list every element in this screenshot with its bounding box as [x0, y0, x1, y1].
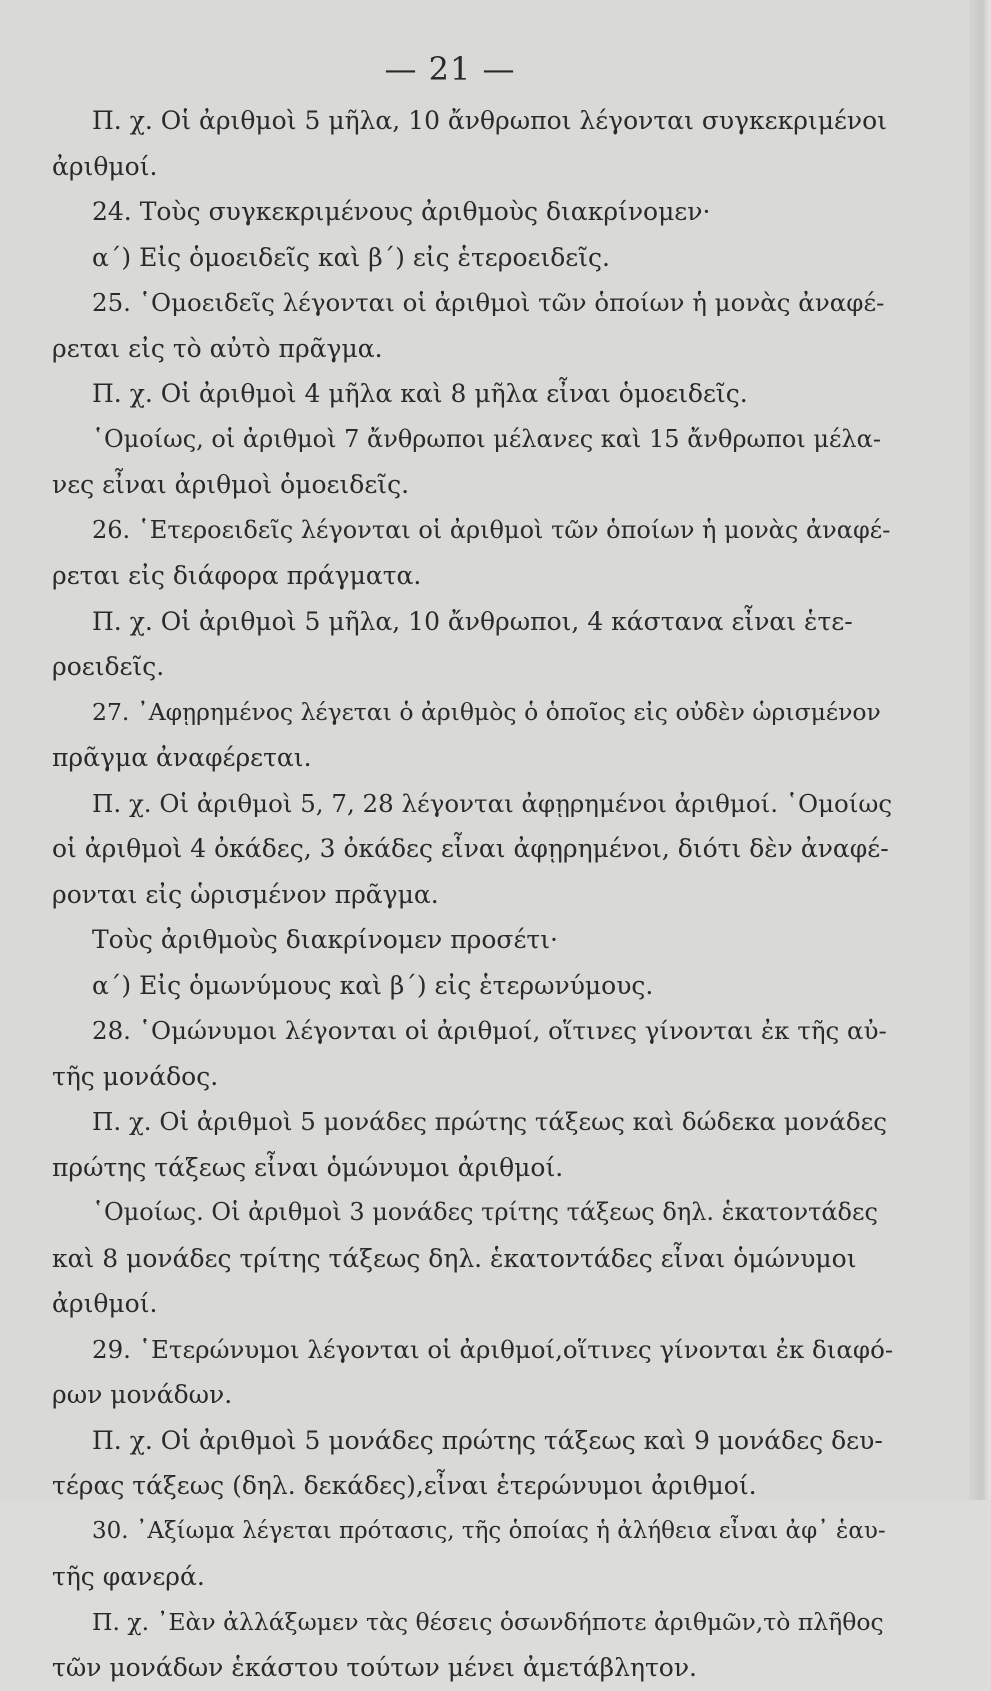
text-line: Π. χ. Οἱ ἀριθμοὶ 4 μῆλα καὶ 8 μῆλα εἶναι ὁμοειδεῖς.	[92, 379, 748, 408]
text-line: ρεται εἰς τὸ αὐτὸ πρᾶγμα.	[52, 333, 383, 363]
text-line: ῾Ομοίως, οἱ ἀριθμοὶ 7 ἄνθρωποι μέλανες καὶ 15 ἄνθρωποι μέλα-	[92, 424, 881, 453]
text-line: τῆς μονάδος.	[52, 1061, 219, 1091]
text-line: οἱ ἀριθμοὶ 4 ὀκάδες, 3 ὀκάδες εἶναι ἀφῃρημένοι, διότι δὲν ἀναφέ-	[52, 834, 889, 863]
text-line: τῆς φανερά.	[52, 1562, 205, 1591]
text-line: ἀριθμοί.	[52, 151, 158, 181]
text-line: τέρας τάξεως (δηλ. δεκάδες),εἶναι ἑτερώνυμοι ἀριθμοί.	[52, 1471, 757, 1500]
page-number: — 21 —	[384, 50, 516, 88]
text-line: ρων μονάδων.	[52, 1380, 233, 1409]
text-line: Π. χ. Οἱ ἀριθμοὶ 5 μῆλα, 10 ἄνθρωποι, 4 κάστανα εἶναι ἑτε-	[92, 606, 853, 636]
text-line: 30. ᾿Αξίωμα λέγεται πρότασις, τῆς ὁποίας ἡ ἀλήθεια εἶναι ἀφ᾿ ἑαυ-	[92, 1517, 886, 1544]
text-line: 29. ῾Ετερώνυμοι λέγονται οἱ ἀριθμοί,οἵτινες γίνονται ἐκ διαφό-	[92, 1334, 894, 1364]
text-line: α΄) Εἰς ὁμωνύμους καὶ β΄) εἰς ἑτερωνύμους.	[92, 970, 654, 1000]
text-line: ρονται εἰς ὡρισμένον πρᾶγμα.	[52, 879, 439, 909]
text-line: α΄) Εἰς ὁμοειδεῖς καὶ β΄) εἰς ἑτεροειδεῖς.	[92, 242, 611, 272]
text-line: Π. χ. Οἱ ἀριθμοὶ 5, 7, 28 λέγονται ἀφῃρημένοι ἀριθμοί. ῾Ομοίως	[92, 788, 893, 818]
text-line: ῾Ομοίως. Οἱ ἀριθμοὶ 3 μονάδες τρίτης τάξεως δηλ. ἑκατοντάδες	[92, 1198, 878, 1226]
text-line: ἀριθμοί.	[52, 1289, 158, 1318]
text-line: Π. χ. Οἱ ἀριθμοὶ 5 μονάδες πρώτης τάξεως καὶ δώδεκα μονάδες	[92, 1107, 887, 1136]
text-line: Τοὺς ἀριθμοὺς διακρίνομεν προσέτι·	[92, 925, 558, 954]
text-line: 24. Τοὺς συγκεκριμένους ἀριθμοὺς διακρίνομεν·	[92, 197, 711, 226]
text-line: πρώτης τάξεως εἶναι ὁμώνυμοι ἀριθμοί.	[52, 1152, 564, 1182]
text-line: τῶν μονάδων ἑκάστου τούτων μένει ἀμετάβλητον.	[52, 1653, 697, 1682]
text-line: πρᾶγμα ἀναφέρεται.	[52, 743, 312, 772]
text-line: Π. χ. Οἱ ἀριθμοὶ 5 μονάδες πρώτης τάξεως καὶ 9 μονάδες δευ-	[92, 1425, 883, 1455]
body-text	[52, 98, 892, 1691]
text-line: ροειδεῖς.	[52, 652, 165, 681]
text-line: Π. χ. ᾿Εὰν ἀλλάξωμεν τὰς θέσεις ὁσωνδήποτε ἀριθμῶν,τὸ πλῆθος	[92, 1607, 884, 1636]
page-edge-shadow	[969, 0, 991, 1500]
text-line: καὶ 8 μονάδες τρίτης τάξεως δηλ. ἑκατοντάδες εἶναι ὁμώνυμοι	[52, 1243, 857, 1273]
text-line: 26. ῾Ετεροειδεῖς λέγονται οἱ ἀριθμοὶ τῶν ὁποίων ἡ μονὰς ἀναφέ-	[92, 515, 891, 544]
text-line: Π. χ. Οἱ ἀριθμοὶ 5 μῆλα, 10 ἄνθρωποι λέγονται συγκεκριμένοι	[92, 106, 887, 135]
text-line: ρεται εἰς διάφορα πράγματα.	[52, 561, 422, 590]
text-line: 25. ῾Ομοειδεῖς λέγονται οἱ ἀριθμοὶ τῶν ὁποίων ἡ μονὰς ἀναφέ-	[92, 288, 885, 317]
text-line: 27. ᾿Αφῃρημένος λέγεται ὁ ἀριθμὸς ὁ ὁποῖος εἰς οὐδὲν ὡρισμένον	[92, 697, 881, 726]
text-line: νες εἶναι ἀριθμοὶ ὁμοειδεῖς.	[52, 470, 410, 499]
text-line: 28. ῾Ομώνυμοι λέγονται οἱ ἀριθμοί, οἵτινες γίνονται ἐκ τῆς αὐ-	[92, 1016, 887, 1045]
